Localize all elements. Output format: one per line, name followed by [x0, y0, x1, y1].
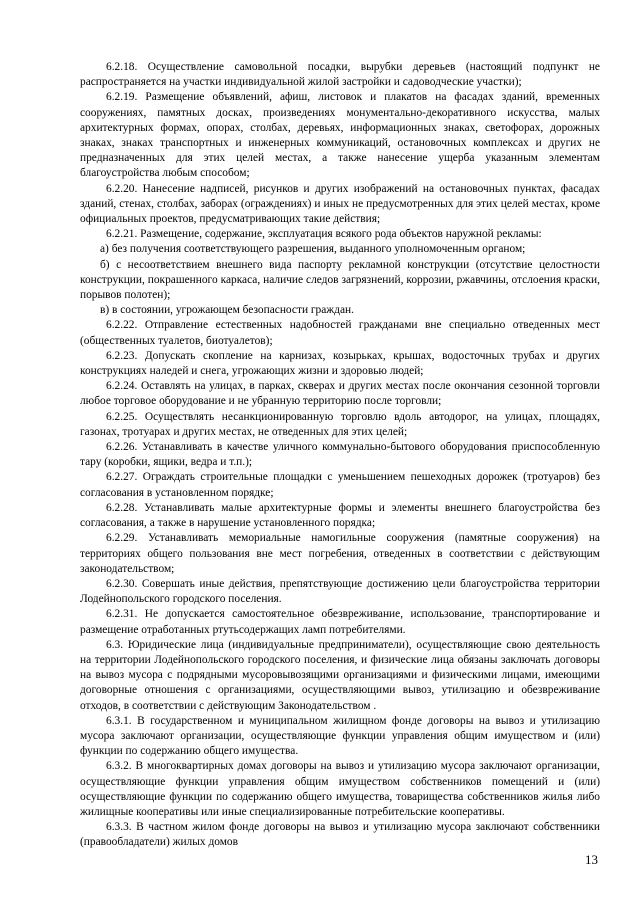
paragraph-6-2-21-a: а) без получения соответствующего разрешения, выданного уполномоченным органом; [100, 243, 526, 256]
paragraph-6-2-31: 6.2.31. Не допускается самостоятельное обезвреживание, использование, транспортирование и размещение отработанных ртутьсодержащих ламп потребителями. [80, 608, 600, 636]
paragraph-6-2-25: 6.2.25. Осуществлять несанкционированную торговлю вдоль автодорог, на улицах, площадях, газонах, тротуарах и других местах, не отведенных для этих целей; [80, 410, 600, 438]
paragraph-6-2-30: 6.2.30. Совершать иные действия, препятствующие достижению цели благоустройства территории Лодейнопольского городского поселения. [80, 577, 600, 606]
paragraph-6-2-28: 6.2.28. Устанавливать малые архитектурные формы и элементы внешнего благоустройства без согласования, а также в нарушение установленного порядка; [80, 501, 600, 530]
paragraph-6-2-29: 6.2.29. Устанавливать мемориальные намогильные сооружения (памятные сооружения) на территориях общего пользования вне мест погребения, отведенных в соответствии с действующим законодательством; [80, 532, 600, 575]
paragraph-6-3-3: 6.3.3. В частном жилом фонде договоры на вывоз и утилизацию мусора заключают собственники (правообладатели) жилых домов [80, 821, 600, 849]
paragraph-6-3: 6.3. Юридические лица (индивидуальные предприниматели), осуществляющие свою деятельность на территории Лодейнопольского городского поселения, и физические лица обязаны заключать договоры на вывоз мусора с подрядными мусоровывозящими организациями и физическими лицами, имеющими договорные отношения с организациями, осуществляющими вывоз, утилизацию и обезвреживание отходов, в соответствии с действующим Законодательством . [80, 638, 600, 712]
paragraph-6-2-21: 6.2.21. Размещение, содержание, эксплуатация всякого рода объектов наружной рекламы: [106, 228, 542, 241]
paragraph-6-2-22: 6.2.22. Отправление естественных надобностей гражданами вне специально отведенных мест (общественных туалетов, биотуалетов); [80, 319, 600, 347]
paragraph-6-2-23: 6.2.23. Допускать скопление на карнизах, козырьках, крышах, водосточных трубах и других конструкциях наледей и снега, угрожающих жизни и здоровью людей; [80, 349, 600, 378]
paragraph-6-2-26: 6.2.26. Устанавливать в качестве уличного коммунально-бытового оборудования приспособленную тару (коробки, ящики, ведра и т.п.); [80, 441, 600, 469]
paragraph-6-3-2: 6.3.2. В многоквартирных домах договоры на вывоз и утилизацию мусора заключают организации, осуществляющие функции управления общим имуществом собственников помещений и (или) осуществляющие функции по содержанию общего имущества, товарищества собственников жилья либо жилищные кооперативы или иные специализированные потребительские кооперативы. [80, 760, 600, 818]
paragraph-6-2-21-c: в) в состоянии, угрожающем безопасности граждан. [100, 304, 354, 317]
document-body [80, 60, 600, 851]
paragraph-6-2-21-b: б) с несоответствием внешнего вида паспорту рекламной конструкции (отсутствие целостности конструкции, покрашенного каркаса, наличие следов загрязнений, коррозии, ржавчины, отслоения краски, порывов полотен); [80, 258, 600, 302]
page-number: 13 [585, 852, 598, 867]
paragraph-6-3-1: 6.3.1. В государственном и муниципальном жилищном фонде договоры на вывоз и утилизацию мусора заключают организации, осуществляющие функции управления общим имуществом и (или) функции по содержанию общего имущества. [80, 714, 600, 758]
paragraph-6-2-19: 6.2.19. Размещение объявлений, афиш, листовок и плакатов на фасадах зданий, временных сооружениях, памятных досках, произведениях монументально-декоративного искусства, малых архитектурных формах, опорах, столбах, деревьях, информационных знаках, светофорах, дорожных знаках, знаках транспортных и инженерных коммуникаций, остановочных комплексах и других не предназначенных для этих целей местах, а также нанесение ущерба указанным элементам благоустройства любым способом; [80, 91, 600, 180]
paragraph-6-2-24: 6.2.24. Оставлять на улицах, в парках, скверах и других местах после окончания сезонной торговли любое торговое оборудование и не убранную территорию после торговли; [80, 380, 600, 408]
paragraph-6-2-20: 6.2.20. Нанесение надписей, рисунков и других изображений на остановочных пунктах, фасадах зданий, стенах, столбах, заборах (ограждениях) и иных не предусмотренных для этих целей местах, кроме официальных проектов, предусматривающих такие действия; [80, 182, 600, 226]
paragraph-6-2-27: 6.2.27. Ограждать строительные площадки с уменьшением пешеходных дорожек (тротуаров) без согласования в установленном порядке; [80, 471, 600, 499]
paragraph-6-2-18: 6.2.18. Осуществление самовольной посадки, вырубки деревьев (настоящий подпункт не распространяется на участки индивидуальной жилой застройки и садоводческие участки); [80, 61, 600, 89]
